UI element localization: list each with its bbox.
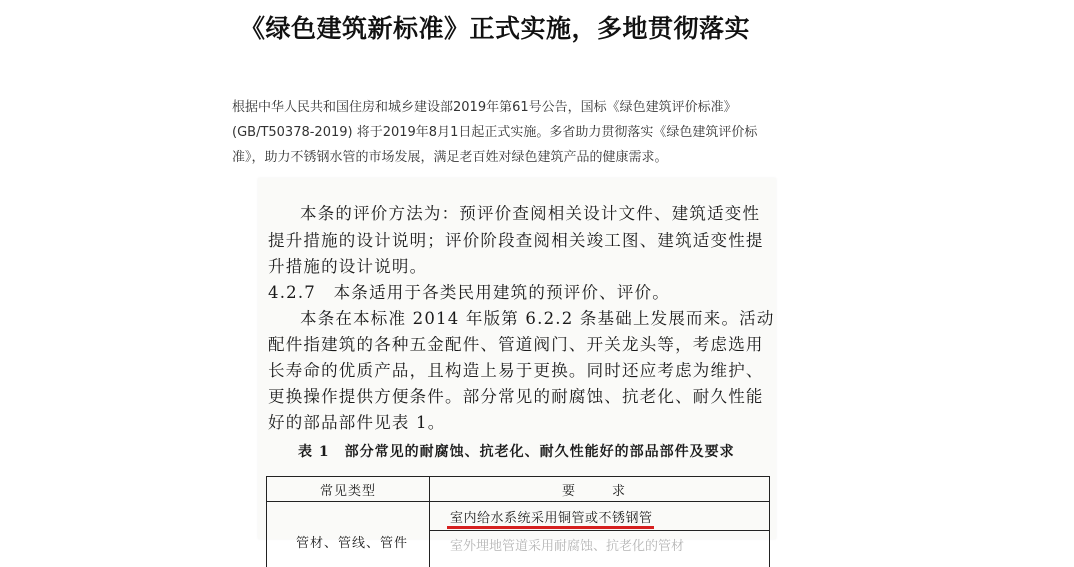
table-cell-requirement-partial: 室外埋地管道采用耐腐蚀、抗老化的管材	[450, 539, 685, 554]
requirements-table	[266, 476, 770, 567]
intro-line: 根据中华人民共和国住房和城乡建设部2019年第61号公告，国标《绿色建筑评价标准》	[232, 100, 737, 115]
table-cell-requirement: 室内给水系统采用铜管或不锈钢管	[450, 511, 653, 526]
table-cell-type: 管材、管线、管件	[295, 536, 408, 551]
intro-line: 准》，助力不锈钢水管的市场发展，满足老百姓对绿色建筑产品的健康需求。	[232, 150, 668, 165]
scan-text-line: 升措施的设计说明。	[268, 257, 428, 276]
scan-text-line: 提升措施的设计说明；评价阶段查阅相关竣工图、建筑适变性提	[268, 231, 764, 250]
clause-4-2-7: 4.2.7 本条适用于各类民用建筑的预评价、评价。	[268, 283, 670, 302]
scan-text-line: 配件指建筑的各种五金配件、管道阀门、开关龙头等，考虑选用	[268, 335, 764, 354]
table-header-rule	[267, 501, 769, 502]
scan-text-line: 好的部品部件见表 1。	[268, 413, 446, 432]
table-header-type: 常见类型	[319, 484, 376, 499]
intro-line: (GB/T50378-2019) 将于2019年8月1日起正式实施。多省助力贯彻落实《绿色建筑评价标	[232, 125, 758, 140]
scan-text-line: 长寿命的优质产品，且构造上易于更换。同时还应考虑为维护、	[268, 361, 764, 380]
scan-text-line: 本条在本标准 2014 年版第 6.2.2 条基础上发展而来。活动	[300, 309, 775, 328]
scan-text-line: 更换操作提供方便条件。部分常见的耐腐蚀、抗老化、耐久性能	[268, 387, 764, 406]
scanned-standard-page	[258, 178, 776, 554]
scan-text-line: 本条的评价方法为：预评价查阅相关设计文件、建筑适变性	[300, 204, 761, 223]
red-highlight-underline	[447, 526, 654, 529]
table-header-requirement: 要 求	[561, 484, 637, 499]
table-caption: 表 1 部分常见的耐腐蚀、抗老化、耐久性能好的部品部件及要求	[298, 444, 735, 460]
article-intro	[232, 95, 792, 170]
article-title: 《绿色建筑新标准》正式实施，多地贯彻落实	[240, 14, 751, 43]
table-row-rule	[430, 530, 769, 531]
